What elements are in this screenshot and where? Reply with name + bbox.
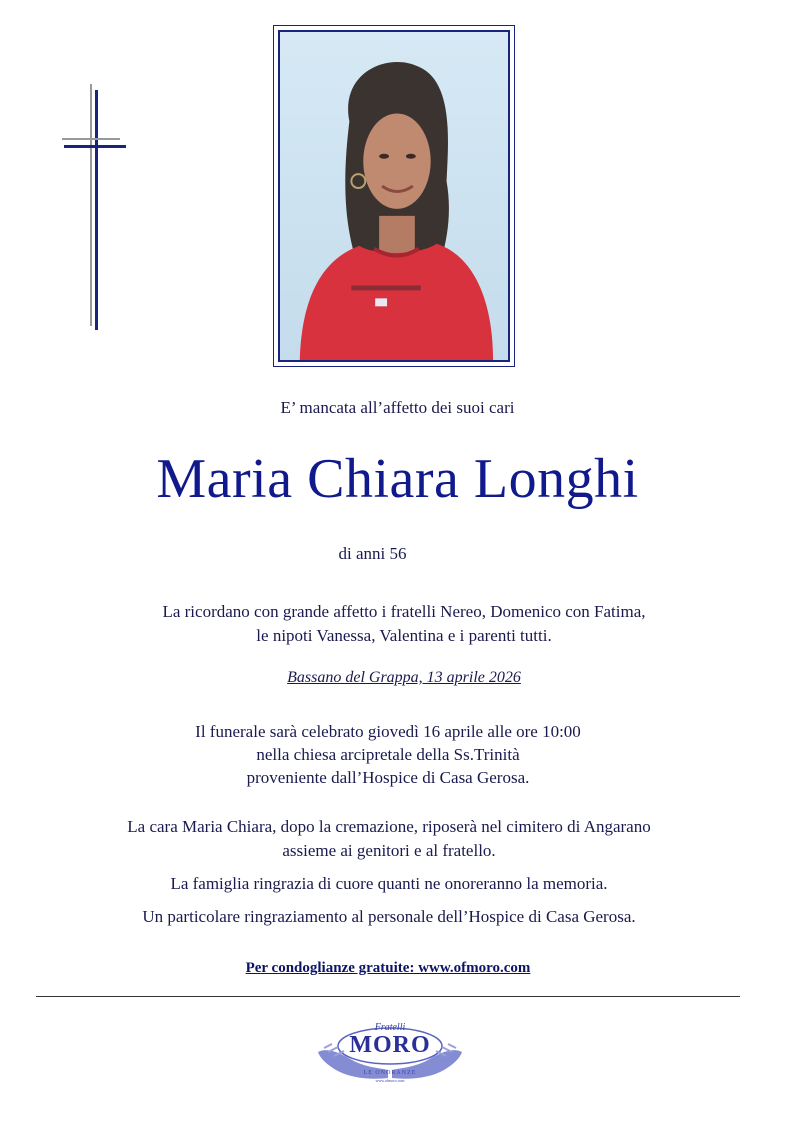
logo-url: www.ofmoro.com xyxy=(375,1078,405,1083)
place-date: Bassano del Grappa, 13 aprile 2026 xyxy=(287,669,521,686)
logo-onoranze: LE ONORANZE xyxy=(363,1070,417,1076)
deceased-name: Maria Chiara Longhi xyxy=(156,448,639,510)
intro-text: E’ mancata all’affetto dei suoi cari xyxy=(280,398,515,417)
condolences-link[interactable]: Per condoglianze gratuite: www.ofmoro.com xyxy=(245,960,531,976)
logo-fratelli: Fratelli xyxy=(374,1022,406,1033)
remembrance-text xyxy=(0,600,795,648)
family-thanks: La famiglia ringrazia di cuore quanti ne onoreranno la memoria. xyxy=(170,874,608,893)
funeral-line: proveniente dall’Hospice di Casa Gerosa. xyxy=(246,768,530,787)
funeral-home-logo xyxy=(310,1018,470,1098)
remembrance-line: le nipoti Vanessa, Valentina e i parenti tutti. xyxy=(256,626,552,645)
age-text: di anni 56 xyxy=(338,544,407,563)
funeral-line: nella chiesa arcipretale della Ss.Trinità xyxy=(256,745,520,764)
portrait-photo xyxy=(273,25,515,367)
funeral-line: Il funerale sarà celebrato giovedì 16 aprile alle ore 10:00 xyxy=(195,722,581,741)
cremation-info xyxy=(0,815,778,863)
divider xyxy=(36,996,740,997)
cremation-line: assieme ai genitori e al fratello. xyxy=(282,841,496,860)
logo-moro: MORO xyxy=(349,1032,431,1058)
cremation-line: La cara Maria Chiara, dopo la cremazione, riposerà nel cimitero di Angarano xyxy=(127,817,651,836)
cross-icon xyxy=(60,84,126,330)
portrait-image xyxy=(280,32,508,360)
remembrance-line: La ricordano con grande affetto i fratelli Nereo, Domenico con Fatima, xyxy=(162,602,646,621)
hospice-thanks: Un particolare ringraziamento al personale dell’Hospice di Casa Gerosa. xyxy=(142,907,636,926)
funeral-info xyxy=(0,720,776,789)
